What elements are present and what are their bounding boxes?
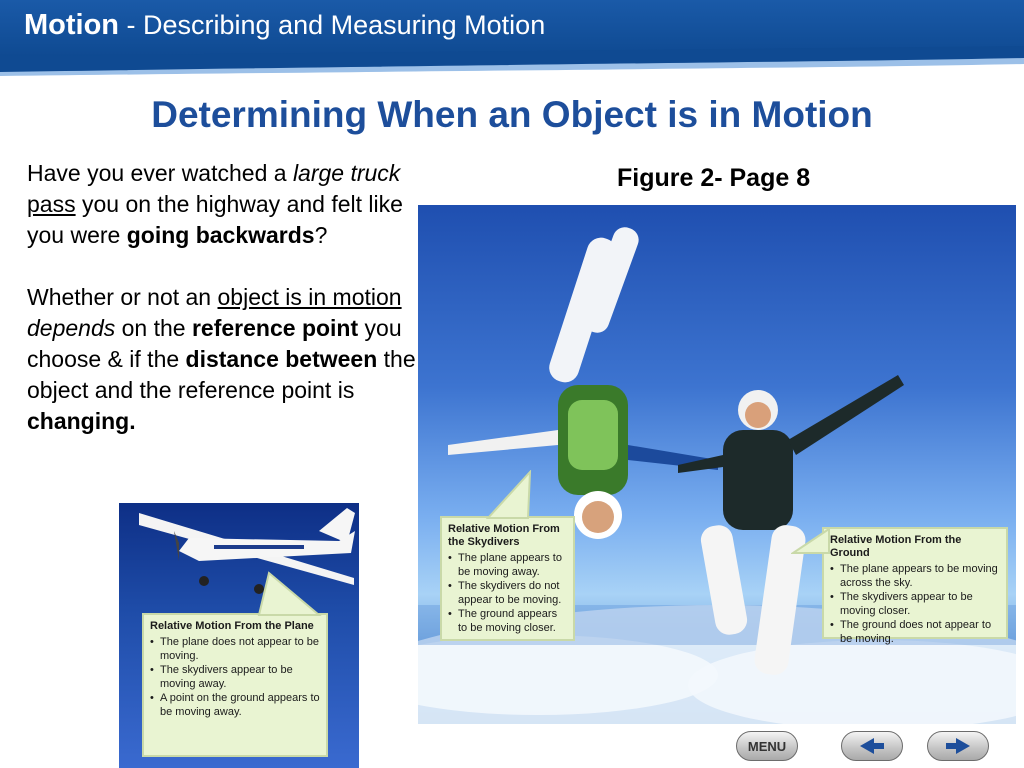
text-going-backwards: going backwards (126, 222, 315, 248)
text-depends: depends (27, 315, 116, 341)
callout-item: • The ground appears to be moving closer. (448, 607, 567, 635)
paragraph-reference-point (27, 282, 417, 437)
callout-item: • The skydivers do not appear to be moving. (448, 579, 567, 607)
callout-item: • A point on the ground appears to be moving away. (150, 691, 320, 719)
skydivers-illustration (418, 205, 1016, 724)
callout-item: • The skydivers appear to be moving closer. (830, 590, 1000, 618)
text-segment: ? (314, 222, 328, 248)
text-distance-between: distance between (185, 346, 378, 372)
text-segment: Whether or not an (27, 284, 218, 310)
callout-plane (142, 613, 328, 757)
menu-button-label: MENU (747, 738, 787, 754)
callout-item: • The ground does not appear to be moving. (830, 618, 1000, 646)
text-segment: you choose & if the (27, 315, 402, 372)
slide-title: Determining When an Object is in Motion (151, 94, 873, 135)
arrow-left-icon (858, 737, 886, 755)
callout-item: • The plane appears to be moving away. (448, 551, 567, 579)
header-wave-decoration (0, 46, 1024, 76)
text-object-in-motion: object is in motion (217, 284, 402, 310)
callout-pointer (791, 517, 831, 557)
callout-skydivers (440, 516, 575, 641)
callout-item: • The skydivers appear to be moving away. (150, 663, 320, 691)
callout-ground (822, 527, 1008, 645)
menu-button[interactable] (736, 731, 798, 761)
figure-caption: Figure 2- Page 8 (617, 164, 811, 192)
body-text (27, 158, 417, 468)
paragraph-truck (27, 158, 417, 251)
next-button[interactable] (927, 731, 989, 761)
plane-photo (119, 503, 359, 768)
callout-title: Relative Motion From the Ground (830, 534, 962, 559)
callout-item: • The plane does not appear to be moving. (150, 635, 320, 663)
callout-title: Relative Motion From the Skydivers (448, 523, 560, 548)
text-segment: on the (115, 315, 192, 341)
text-segment: Have you ever watched a (27, 160, 293, 186)
previous-button[interactable] (841, 731, 903, 761)
text-changing: changing. (27, 408, 136, 434)
header-title-main: Motion (24, 9, 120, 41)
arrow-right-icon (944, 737, 972, 755)
text-pass: pass (27, 191, 76, 217)
skydivers-photo (418, 205, 1016, 724)
text-segment: you on the highway and felt like you were (27, 191, 403, 248)
text-large-truck: large truck (292, 160, 401, 186)
callout-item: • The plane appears to be moving across the sky. (830, 562, 1000, 590)
text-segment: the object and the reference point is (27, 346, 416, 403)
callout-title: Relative Motion From the Plane (150, 620, 314, 632)
callout-pointer (478, 470, 548, 520)
text-reference-point: reference point (191, 315, 359, 341)
header-title (24, 9, 545, 42)
callout-pointer (249, 571, 329, 617)
header-title-sub: - Describing and Measuring Motion (119, 10, 546, 40)
